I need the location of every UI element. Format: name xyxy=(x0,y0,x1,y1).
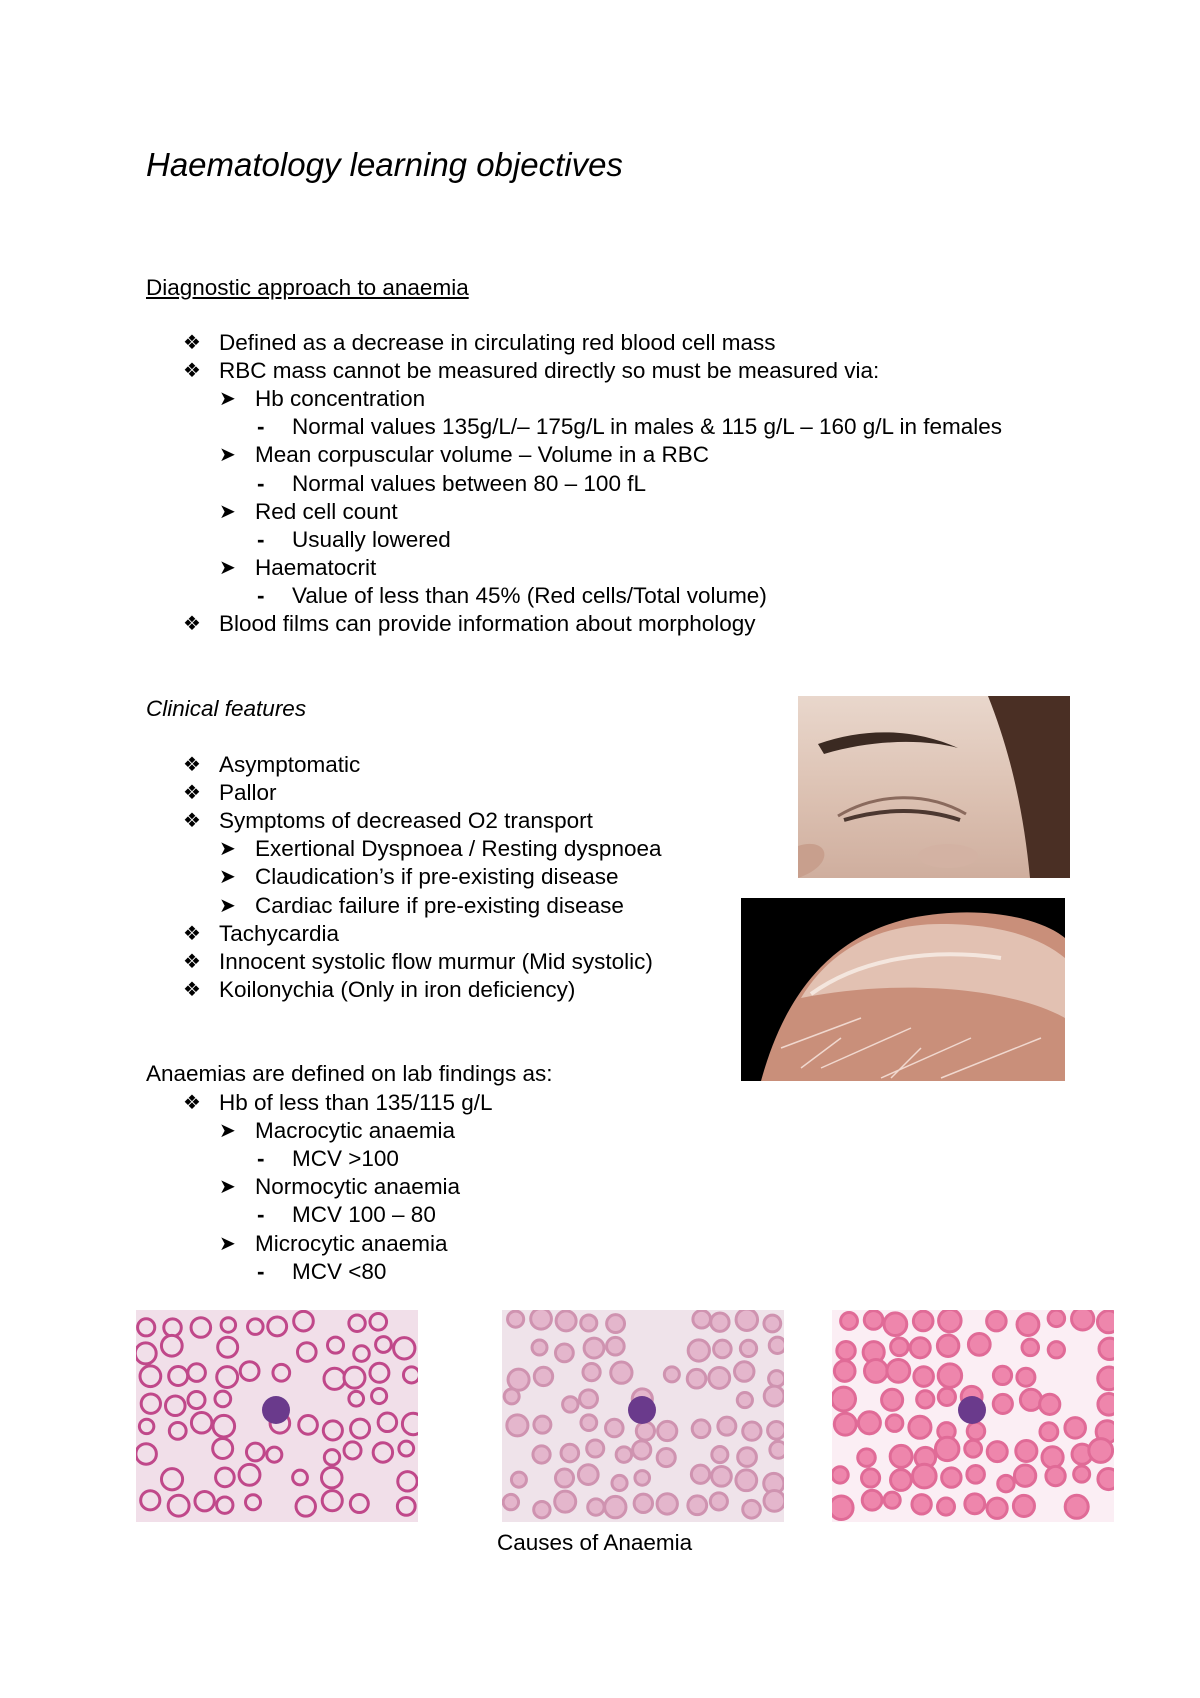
red-blood-cell xyxy=(239,1464,260,1485)
red-blood-cell xyxy=(688,1340,709,1361)
list-item-text: Microcytic anaemia xyxy=(255,1230,448,1256)
red-blood-cell xyxy=(1016,1440,1037,1461)
red-blood-cell xyxy=(534,1416,551,1433)
red-blood-cell xyxy=(191,1413,211,1433)
red-blood-cell xyxy=(584,1338,604,1358)
red-blood-cell xyxy=(1042,1447,1063,1468)
list-item-text: Hb concentration xyxy=(255,386,426,412)
red-blood-cell xyxy=(504,1389,519,1404)
red-blood-cell xyxy=(711,1313,729,1331)
red-blood-cell xyxy=(688,1496,707,1515)
red-blood-cell xyxy=(987,1442,1007,1462)
red-blood-cell xyxy=(993,1366,1011,1384)
red-blood-cell xyxy=(503,1494,518,1509)
red-blood-cell xyxy=(764,1315,781,1332)
red-blood-cell xyxy=(532,1340,547,1355)
section-heading-diagnostic: Diagnostic approach to anaemia xyxy=(146,275,469,300)
red-blood-cell xyxy=(268,1317,287,1336)
red-blood-cell xyxy=(832,1496,853,1519)
red-blood-cell xyxy=(938,1364,961,1387)
koilonychia-illustration xyxy=(741,898,1065,1081)
red-blood-cell xyxy=(397,1497,415,1515)
page-title: Haematology learning objectives xyxy=(146,146,623,183)
diamond-bullet-icon: ❖ xyxy=(183,754,201,776)
red-blood-cell xyxy=(213,1439,233,1459)
red-blood-cell xyxy=(987,1311,1007,1331)
red-blood-cell xyxy=(993,1394,1012,1413)
white-blood-cell xyxy=(262,1396,290,1424)
red-blood-cell xyxy=(886,1415,903,1432)
list-item-text: Usually lowered xyxy=(292,526,451,552)
red-blood-cell xyxy=(581,1315,597,1331)
red-blood-cell xyxy=(633,1441,651,1459)
list-item-text: Mean corpuscular volume – Volume in a RBC xyxy=(255,442,709,468)
red-blood-cell xyxy=(965,1494,985,1514)
red-blood-cell xyxy=(1098,1468,1114,1489)
list-item-text: Asymptomatic xyxy=(219,752,361,777)
red-blood-cell xyxy=(324,1450,339,1465)
smear-cells-2 xyxy=(502,1310,784,1522)
red-blood-cell xyxy=(1014,1465,1035,1486)
section-heading-lab-findings: Anaemias are defined on lab findings as: xyxy=(146,1061,553,1086)
red-blood-cell xyxy=(140,1366,161,1387)
diamond-bullet-icon: ❖ xyxy=(183,950,201,973)
dash-bullet-icon: - xyxy=(257,1202,265,1228)
red-blood-cell xyxy=(914,1367,934,1387)
red-blood-cell xyxy=(1040,1423,1058,1441)
list-item-text: Symptoms of decreased O2 transport xyxy=(219,808,593,834)
diamond-bullet-icon: ❖ xyxy=(183,782,201,805)
red-blood-cell xyxy=(691,1465,709,1483)
red-blood-cell xyxy=(370,1363,389,1382)
diamond-bullet-icon: ❖ xyxy=(183,1092,201,1114)
red-blood-cell xyxy=(910,1338,930,1358)
list-item-text: Blood films can provide information about morphology xyxy=(219,611,756,636)
red-blood-cell xyxy=(743,1422,761,1440)
red-blood-cell xyxy=(188,1364,206,1382)
red-blood-cell xyxy=(240,1362,259,1381)
red-blood-cell xyxy=(1065,1495,1088,1518)
red-blood-cell xyxy=(913,1311,933,1331)
red-blood-cell xyxy=(141,1491,160,1510)
list-item-text: MCV >100 xyxy=(292,1146,399,1172)
red-blood-cell xyxy=(967,1466,985,1484)
red-blood-cell xyxy=(139,1419,153,1433)
arrow-bullet-icon: ➤ xyxy=(219,1120,236,1143)
red-blood-cell xyxy=(531,1310,552,1329)
dash-bullet-icon: - xyxy=(257,470,265,496)
red-blood-cell xyxy=(658,1421,677,1440)
red-blood-cell xyxy=(692,1420,710,1438)
red-blood-cell xyxy=(736,1470,757,1491)
white-blood-cell xyxy=(628,1396,656,1424)
microcytic-blood-smear xyxy=(832,1310,1114,1522)
red-blood-cell xyxy=(1048,1342,1064,1358)
red-blood-cell xyxy=(1022,1339,1039,1356)
red-blood-cell xyxy=(322,1491,342,1511)
red-blood-cell xyxy=(743,1500,761,1518)
red-blood-cell xyxy=(917,1391,934,1408)
red-blood-cell xyxy=(136,1444,156,1465)
red-blood-cell xyxy=(834,1413,856,1435)
red-blood-cell xyxy=(987,1498,1007,1518)
diamond-bullet-icon: ❖ xyxy=(183,613,201,635)
red-blood-cell xyxy=(965,1440,982,1457)
list-item-text: Claudication’s if pre-existing disease xyxy=(255,864,619,890)
red-blood-cell xyxy=(1098,1393,1114,1415)
diamond-bullet-icon: ❖ xyxy=(183,978,201,1001)
red-blood-cell xyxy=(136,1343,156,1364)
arrow-bullet-icon: ➤ xyxy=(219,1232,236,1255)
list-item-text: Normocytic anaemia xyxy=(255,1174,461,1200)
red-blood-cell xyxy=(378,1413,397,1432)
red-blood-cell xyxy=(217,1497,233,1513)
red-blood-cell xyxy=(188,1391,205,1408)
red-blood-cell xyxy=(1097,1311,1114,1333)
dash-bullet-icon: - xyxy=(257,414,265,440)
red-blood-cell xyxy=(161,1335,182,1356)
red-blood-cell xyxy=(555,1344,573,1362)
list-item-text: MCV <80 xyxy=(292,1258,387,1284)
red-blood-cell xyxy=(710,1493,727,1510)
red-blood-cell xyxy=(246,1495,261,1510)
red-blood-cell xyxy=(636,1422,654,1440)
red-blood-cell xyxy=(297,1343,316,1362)
diamond-bullet-icon: ❖ xyxy=(183,332,201,354)
red-blood-cell xyxy=(657,1494,677,1514)
red-blood-cell xyxy=(862,1469,880,1487)
red-blood-cell xyxy=(890,1445,912,1467)
red-blood-cell xyxy=(1048,1310,1064,1326)
red-blood-cell xyxy=(195,1492,214,1511)
red-blood-cell xyxy=(862,1490,882,1510)
list-item-text: Cardiac failure if pre-existing disease xyxy=(255,892,624,918)
red-blood-cell xyxy=(191,1318,211,1338)
red-blood-cell xyxy=(612,1475,627,1490)
red-blood-cell xyxy=(161,1469,182,1490)
red-blood-cell xyxy=(1013,1495,1034,1516)
red-blood-cell xyxy=(402,1413,418,1435)
red-blood-cell xyxy=(294,1311,314,1331)
red-blood-cell xyxy=(508,1311,524,1327)
red-blood-cell xyxy=(141,1394,160,1413)
red-blood-cell xyxy=(768,1422,784,1440)
red-blood-cell xyxy=(937,1335,958,1356)
red-blood-cell xyxy=(165,1396,185,1416)
red-blood-cell xyxy=(556,1311,576,1331)
arrow-bullet-icon: ➤ xyxy=(219,500,236,523)
list-item-text: Tachycardia xyxy=(219,920,340,946)
red-blood-cell xyxy=(1074,1466,1090,1482)
red-blood-cell xyxy=(938,1388,955,1405)
red-blood-cell xyxy=(534,1367,552,1385)
red-blood-cell xyxy=(942,1468,961,1487)
section-heading-clinical: Clinical features xyxy=(146,696,307,721)
red-blood-cell xyxy=(372,1388,387,1403)
list-item-text: Innocent systolic flow murmur (Mid systolic) xyxy=(219,948,653,974)
pale-eyelid-illustration xyxy=(798,696,1070,878)
red-blood-cell xyxy=(738,1448,757,1467)
red-blood-cell xyxy=(581,1415,597,1431)
red-blood-cell xyxy=(635,1471,650,1486)
red-blood-cell xyxy=(718,1417,736,1435)
red-blood-cell xyxy=(370,1313,387,1330)
red-blood-cell xyxy=(937,1498,954,1515)
red-blood-cell xyxy=(323,1421,342,1440)
red-blood-cell xyxy=(164,1319,181,1336)
smear-cells-3 xyxy=(832,1310,1114,1522)
red-blood-cell xyxy=(634,1494,652,1512)
red-blood-cell xyxy=(324,1368,345,1389)
red-blood-cell xyxy=(709,1368,730,1389)
red-blood-cell xyxy=(354,1346,370,1362)
red-blood-cell xyxy=(607,1315,625,1333)
red-blood-cell xyxy=(373,1443,392,1462)
red-blood-cell xyxy=(834,1361,855,1382)
red-blood-cell xyxy=(769,1337,784,1353)
red-blood-cell xyxy=(349,1315,365,1331)
red-blood-cell xyxy=(832,1467,848,1483)
normocytic-blood-smear xyxy=(502,1310,784,1522)
red-blood-cell xyxy=(507,1415,528,1436)
red-blood-cell xyxy=(138,1319,155,1336)
red-blood-cell xyxy=(583,1364,600,1381)
figure-caption: Causes of Anaemia xyxy=(497,1530,693,1555)
list-item-text: Red cell count xyxy=(255,498,398,524)
red-blood-cell xyxy=(664,1367,679,1382)
list-item-text: MCV 100 – 80 xyxy=(292,1202,436,1228)
diamond-bullet-icon: ❖ xyxy=(183,360,201,383)
macrocytic-blood-smear xyxy=(136,1310,418,1522)
red-blood-cell xyxy=(712,1447,728,1463)
list-item-text: Haematocrit xyxy=(255,554,377,580)
red-blood-cell xyxy=(858,1449,876,1467)
red-blood-cell xyxy=(606,1419,624,1437)
red-blood-cell xyxy=(1046,1466,1065,1485)
arrow-bullet-icon: ➤ xyxy=(219,444,236,467)
red-blood-cell xyxy=(734,1362,753,1381)
red-blood-cell xyxy=(399,1441,414,1456)
red-blood-cell xyxy=(832,1387,856,1411)
diamond-bullet-icon: ❖ xyxy=(183,922,201,945)
red-blood-cell xyxy=(935,1437,958,1460)
red-blood-cell xyxy=(882,1389,903,1410)
red-blood-cell xyxy=(1040,1394,1060,1414)
red-blood-cell xyxy=(215,1391,231,1407)
red-blood-cell xyxy=(248,1319,264,1335)
red-blood-cell xyxy=(740,1340,756,1356)
red-blood-cell xyxy=(864,1360,887,1383)
red-blood-cell xyxy=(864,1311,883,1330)
list-item-text: RBC mass cannot be measured directly so must be measured via: xyxy=(219,358,880,384)
red-blood-cell xyxy=(891,1470,912,1491)
red-blood-cell xyxy=(555,1491,576,1512)
red-blood-cell xyxy=(213,1415,235,1437)
smear-cells-1 xyxy=(136,1310,418,1522)
red-blood-cell xyxy=(349,1391,364,1406)
red-blood-cell xyxy=(293,1470,308,1485)
red-blood-cell xyxy=(837,1341,855,1359)
koilonychia-nail-photo xyxy=(741,898,1065,1081)
red-blood-cell xyxy=(168,1495,189,1516)
arrow-bullet-icon: ➤ xyxy=(219,1176,236,1199)
red-blood-cell xyxy=(1020,1389,1041,1410)
red-blood-cell xyxy=(737,1392,752,1407)
red-blood-cell xyxy=(299,1416,318,1435)
red-blood-cell xyxy=(344,1442,361,1459)
red-blood-cell xyxy=(714,1340,732,1358)
red-blood-cell xyxy=(1072,1310,1094,1330)
red-blood-cell xyxy=(169,1422,186,1439)
red-blood-cell xyxy=(1065,1418,1086,1439)
red-blood-cell xyxy=(693,1310,711,1328)
red-blood-cell xyxy=(605,1496,626,1517)
red-blood-cell xyxy=(939,1310,961,1332)
red-blood-cell xyxy=(841,1313,858,1330)
red-blood-cell xyxy=(884,1313,907,1336)
red-blood-cell xyxy=(764,1490,784,1511)
list-item-text: Macrocytic anaemia xyxy=(255,1118,456,1144)
pale-eyelid-photo xyxy=(798,696,1070,878)
red-blood-cell xyxy=(296,1497,315,1516)
red-blood-cell xyxy=(1099,1338,1114,1359)
red-blood-cell xyxy=(350,1495,368,1513)
red-blood-cell xyxy=(216,1468,235,1487)
red-blood-cell xyxy=(611,1362,632,1383)
red-blood-cell xyxy=(968,1333,990,1355)
red-blood-cell xyxy=(376,1337,392,1353)
red-blood-cell xyxy=(403,1367,418,1383)
red-blood-cell xyxy=(273,1364,290,1381)
red-blood-cell xyxy=(770,1441,784,1458)
red-blood-cell xyxy=(912,1464,936,1488)
list-item-text: Defined as a decrease in circulating red blood cell mass xyxy=(219,330,776,355)
red-blood-cell xyxy=(1098,1367,1114,1390)
red-blood-cell xyxy=(607,1337,625,1355)
dash-bullet-icon: - xyxy=(257,1146,265,1172)
list-item-text: Exertional Dyspnoea / Resting dyspnoea xyxy=(255,836,662,862)
red-blood-cell xyxy=(555,1469,573,1487)
red-blood-cell xyxy=(588,1499,604,1515)
arrow-bullet-icon: ➤ xyxy=(219,838,236,861)
red-blood-cell xyxy=(657,1449,675,1467)
red-blood-cell xyxy=(912,1495,931,1514)
red-blood-cell xyxy=(967,1422,985,1440)
red-blood-cell xyxy=(998,1475,1014,1491)
red-blood-cell xyxy=(321,1467,342,1488)
red-blood-cell xyxy=(769,1371,784,1387)
red-blood-cell xyxy=(563,1397,578,1412)
list-item-text: Normal values between 80 – 100 fL xyxy=(292,470,646,496)
list-item-text: Hb of less than 135/115 g/L xyxy=(219,1090,493,1115)
red-blood-cell xyxy=(394,1338,415,1359)
red-blood-cell xyxy=(351,1419,370,1438)
red-blood-cell xyxy=(616,1447,632,1463)
red-blood-cell xyxy=(884,1492,900,1508)
red-blood-cell xyxy=(267,1447,282,1462)
red-blood-cell xyxy=(887,1359,910,1382)
red-blood-cell xyxy=(1017,1314,1039,1336)
red-blood-cell xyxy=(511,1472,526,1487)
list-item-text: Value of less than 45% (Red cells/Total volume) xyxy=(292,582,767,608)
red-blood-cell xyxy=(712,1466,732,1486)
red-blood-cell xyxy=(580,1390,598,1408)
list-item-text: Koilonychia (Only in iron deficiency) xyxy=(219,976,576,1002)
red-blood-cell xyxy=(218,1337,238,1357)
arrow-bullet-icon: ➤ xyxy=(219,556,236,579)
list-item-text: Pallor xyxy=(219,780,277,806)
diamond-bullet-icon: ❖ xyxy=(183,810,201,833)
arrow-bullet-icon: ➤ xyxy=(219,866,236,889)
red-blood-cell xyxy=(398,1472,417,1491)
red-blood-cell xyxy=(327,1337,343,1353)
red-blood-cell xyxy=(561,1444,579,1462)
red-blood-cell xyxy=(764,1386,784,1406)
red-blood-cell xyxy=(578,1465,598,1485)
red-blood-cell xyxy=(1089,1439,1113,1463)
red-blood-cell xyxy=(246,1443,264,1461)
red-blood-cell xyxy=(1017,1368,1035,1386)
red-blood-cell xyxy=(909,1416,931,1438)
red-blood-cell xyxy=(169,1366,188,1385)
white-blood-cell xyxy=(958,1396,986,1424)
red-blood-cell xyxy=(221,1318,236,1333)
red-blood-cell xyxy=(736,1310,757,1330)
dash-bullet-icon: - xyxy=(257,526,265,552)
arrow-bullet-icon: ➤ xyxy=(219,894,236,917)
list-item-text: Normal values 135g/L/– 175g/L in males & 115 g/L – 160 g/L in females xyxy=(292,414,1003,440)
red-blood-cell xyxy=(217,1367,238,1388)
red-blood-cell xyxy=(587,1440,604,1457)
red-blood-cell xyxy=(858,1412,880,1434)
red-blood-cell xyxy=(534,1501,550,1517)
red-blood-cell xyxy=(508,1369,529,1390)
dash-bullet-icon: - xyxy=(257,1258,265,1284)
red-blood-cell xyxy=(891,1338,909,1356)
arrow-bullet-icon: ➤ xyxy=(219,388,236,411)
red-blood-cell xyxy=(344,1367,365,1388)
red-blood-cell xyxy=(533,1446,550,1463)
dash-bullet-icon: - xyxy=(257,582,265,608)
red-blood-cell xyxy=(687,1369,706,1388)
